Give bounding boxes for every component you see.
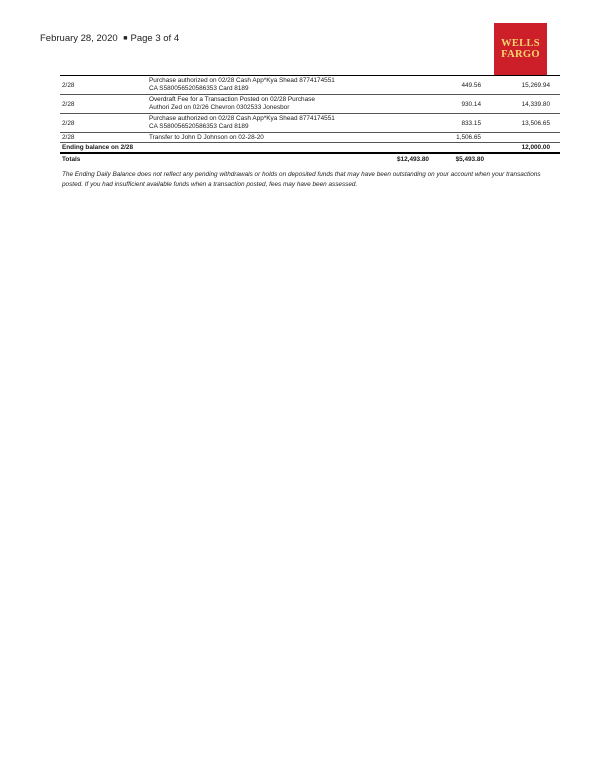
transaction-date: 2/28 bbox=[62, 120, 75, 127]
balance-disclaimer: The Ending Daily Balance does not reflect any pending withdrawals or holds on deposited funds that may have been outstanding on your account when your transactions posted. If you had insufficient available funds when a transaction posted, fees may have been assessed. bbox=[62, 171, 541, 188]
transaction-description bbox=[149, 77, 379, 92]
ending-balance-value: 12,000.00 bbox=[521, 144, 550, 151]
page-number: Page 3 of 4 bbox=[130, 33, 180, 44]
transaction-description bbox=[149, 115, 379, 130]
statement-date: February 28, 2020 bbox=[40, 33, 118, 44]
transaction-amount: 449.56 bbox=[461, 82, 481, 89]
transaction-date: 2/28 bbox=[62, 82, 75, 89]
transaction-description: Transfer to John D Johnson on 02-28-20 bbox=[149, 134, 264, 141]
totals-row bbox=[60, 154, 560, 164]
total-withdrawals: $5,493.80 bbox=[455, 156, 484, 163]
transaction-amount: 833.15 bbox=[461, 120, 481, 127]
wells-fargo-logo bbox=[494, 23, 547, 75]
transaction-description bbox=[149, 96, 379, 111]
description-line-1: Purchase authorized on 02/28 Cash App*Kya Shead 8774174551 bbox=[149, 77, 335, 84]
daily-balance: 15,269.94 bbox=[521, 82, 550, 89]
table-row bbox=[60, 76, 560, 95]
totals-label: Totals bbox=[62, 156, 81, 163]
table-row bbox=[60, 95, 560, 114]
logo-line-2: FARGO bbox=[501, 49, 540, 60]
description-line-2: CA S580056520586353 Card 8189 bbox=[149, 84, 249, 92]
description-line-2: Authori Zed on 02/26 Chevron 0302533 Jonesbor bbox=[149, 103, 290, 111]
table-row bbox=[60, 114, 560, 133]
page-header bbox=[40, 33, 179, 44]
transaction-amount: 930.14 bbox=[461, 101, 481, 108]
transaction-amount: 1,506.65 bbox=[456, 134, 481, 141]
table-row bbox=[60, 133, 560, 143]
transaction-table bbox=[60, 75, 560, 164]
daily-balance: 13,506.65 bbox=[521, 120, 550, 127]
ending-balance-row bbox=[60, 143, 560, 154]
description-line-1: Overdraft Fee for a Transaction Posted on 02/28 Purchase bbox=[149, 96, 315, 103]
description-line-1: Purchase authorized on 02/28 Cash App*Kya Shead 8774174551 bbox=[149, 115, 335, 122]
logo-line-1: WELLS bbox=[501, 38, 540, 49]
description-line-2: CA S580056520586353 Card 8189 bbox=[149, 122, 249, 130]
daily-balance: 14,339.80 bbox=[521, 101, 550, 108]
header-separator: ■ bbox=[123, 35, 128, 42]
ending-balance-label: Ending balance on 2/28 bbox=[62, 144, 134, 151]
transaction-date: 2/28 bbox=[62, 134, 75, 141]
total-deposits: $12,493.80 bbox=[397, 156, 429, 163]
transaction-date: 2/28 bbox=[62, 101, 75, 108]
